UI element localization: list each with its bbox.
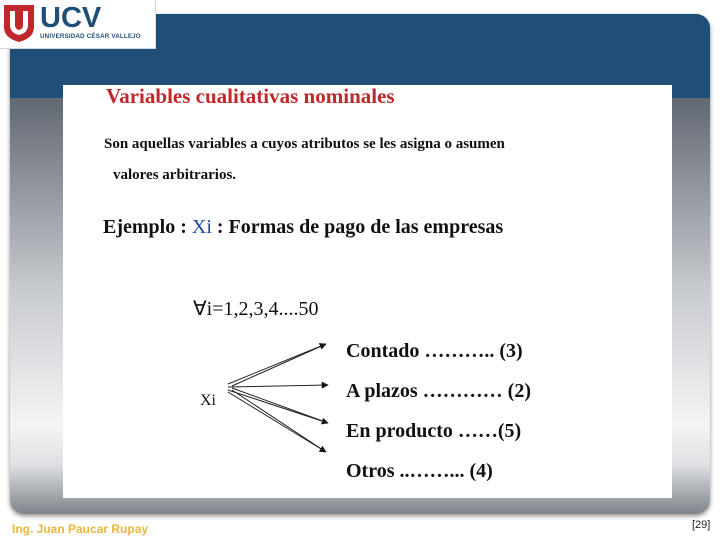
- arrow-to-aplazos: [228, 385, 328, 387]
- arrow-to-contado: [228, 344, 326, 384]
- slide-title: Variables cualitativas nominales: [106, 84, 395, 108]
- definition-line-1: Son aquellas variables a cuyos atributos se les asigna o asumen: [104, 136, 505, 152]
- option-en-producto: En producto ……(5): [346, 420, 522, 442]
- option-contado: Contado ……….. (3): [346, 340, 523, 362]
- example-prefix: Ejemplo :: [103, 216, 192, 238]
- option-otros: Otros ..……... (4): [346, 460, 493, 482]
- arrow-to-contado-2: [232, 344, 326, 386]
- definition-line-2: valores arbitrarios.: [113, 167, 237, 183]
- arrow-to-enproducto-2: [232, 388, 328, 423]
- example-variable: Xi: [191, 216, 212, 238]
- diagram-source-label: Xi: [200, 392, 216, 409]
- arrow-to-otros: [228, 392, 326, 452]
- logo-tagline: UNIVERSIDAD CÉSAR VALLEJO: [40, 33, 141, 40]
- logo-name: UCV: [40, 2, 102, 34]
- quantifier-text: ∀i=1,2,3,4....50: [193, 298, 319, 320]
- example-suffix: : Formas de pago de las empresas: [211, 216, 504, 238]
- arrow-to-otros-2: [232, 390, 326, 452]
- option-a-plazos: A plazos ………… (2): [346, 380, 531, 402]
- arrow-group: [228, 344, 328, 452]
- footer-author: Ing. Juan Paucar Rupay: [12, 522, 149, 536]
- page-number: [29]: [692, 519, 711, 531]
